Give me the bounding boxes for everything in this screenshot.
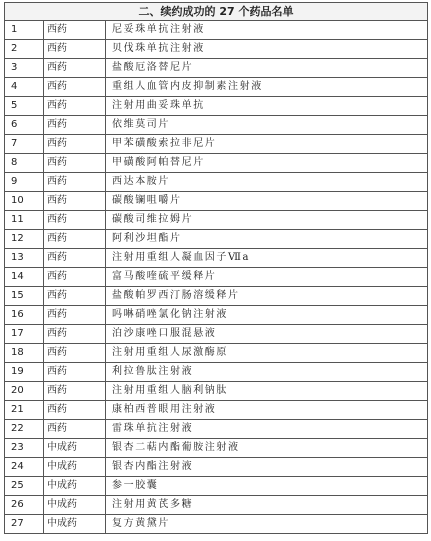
drug-name: 雷珠单抗注射液 [106,420,428,439]
drug-category: 西药 [44,325,106,344]
drug-name: 注射用重组人凝血因子Ⅶa [106,249,428,268]
drug-name: 依维莫司片 [106,116,428,135]
row-number: 25 [5,477,44,496]
table-row [5,78,428,97]
drug-name: 复方黄黛片 [106,515,428,534]
drug-category: 中成药 [44,515,106,534]
drug-name: 甲苯磺酸索拉非尼片 [106,135,428,154]
table-row [5,477,428,496]
table-row [5,192,428,211]
row-number: 19 [5,363,44,382]
table-row [5,154,428,173]
table-row [5,21,428,40]
row-number: 20 [5,382,44,401]
row-number: 27 [5,515,44,534]
drug-category: 西药 [44,363,106,382]
drug-category: 西药 [44,154,106,173]
drug-name: 注射用重组人尿激酶原 [106,344,428,363]
drug-category: 西药 [44,249,106,268]
row-number: 11 [5,211,44,230]
row-number: 14 [5,268,44,287]
table-row [5,249,428,268]
drug-category: 西药 [44,97,106,116]
table-row [5,401,428,420]
drug-name: 盐酸帕罗西汀肠溶缓释片 [106,287,428,306]
row-number: 8 [5,154,44,173]
drug-name: 西达本胺片 [106,173,428,192]
drug-category: 西药 [44,40,106,59]
drug-category: 西药 [44,173,106,192]
table-row [5,306,428,325]
table-row [5,268,428,287]
drug-category: 西药 [44,230,106,249]
table-row [5,59,428,78]
row-number: 3 [5,59,44,78]
table-row [5,40,428,59]
drug-name: 尼妥珠单抗注射液 [106,21,428,40]
drug-name: 参一胶囊 [106,477,428,496]
row-number: 24 [5,458,44,477]
row-number: 21 [5,401,44,420]
table-row [5,420,428,439]
drug-category: 中成药 [44,458,106,477]
row-number: 1 [5,21,44,40]
table-row [5,515,428,534]
drug-name: 泊沙康唑口服混悬液 [106,325,428,344]
table-row [5,325,428,344]
drug-category: 西药 [44,21,106,40]
drug-category: 西药 [44,116,106,135]
row-number: 18 [5,344,44,363]
drug-name: 甲磺酸阿帕替尼片 [106,154,428,173]
row-number: 23 [5,439,44,458]
row-number: 17 [5,325,44,344]
drug-name: 碳酸司维拉姆片 [106,211,428,230]
row-number: 9 [5,173,44,192]
table-row [5,135,428,154]
table-row [5,287,428,306]
drug-name: 重组人血管内皮抑制素注射液 [106,78,428,97]
drug-category: 西药 [44,78,106,97]
drug-name: 银杏内酯注射液 [106,458,428,477]
row-number: 26 [5,496,44,515]
table-body [5,21,428,534]
drug-name: 利拉鲁肽注射液 [106,363,428,382]
row-number: 4 [5,78,44,97]
row-number: 12 [5,230,44,249]
table-row [5,458,428,477]
drug-name: 吗啉硝唑氯化钠注射液 [106,306,428,325]
table-title: 二、续约成功的 27 个药品名单 [5,3,428,21]
table-row [5,211,428,230]
drug-name: 注射用曲妥珠单抗 [106,97,428,116]
row-number: 5 [5,97,44,116]
drug-category: 西药 [44,401,106,420]
drug-name: 注射用黄芪多糖 [106,496,428,515]
drug-name: 盐酸厄洛替尼片 [106,59,428,78]
row-number: 13 [5,249,44,268]
drug-category: 西药 [44,306,106,325]
row-number: 16 [5,306,44,325]
drug-name: 银杏二萜内酯葡胺注射液 [106,439,428,458]
drug-category: 西药 [44,420,106,439]
drug-name: 阿利沙坦酯片 [106,230,428,249]
drug-name: 康柏西普眼用注射液 [106,401,428,420]
drug-name: 碳酸镧咀嚼片 [106,192,428,211]
drug-category: 西药 [44,382,106,401]
row-number: 6 [5,116,44,135]
table-row [5,116,428,135]
row-number: 7 [5,135,44,154]
table-row [5,230,428,249]
table-row [5,382,428,401]
table-row [5,439,428,458]
table-row [5,344,428,363]
drug-category: 西药 [44,344,106,363]
drug-list-table [4,2,428,534]
drug-category: 西药 [44,211,106,230]
row-number: 2 [5,40,44,59]
drug-category: 中成药 [44,439,106,458]
table-title-row [5,3,428,21]
table-row [5,173,428,192]
drug-list-document [4,2,427,534]
table-row [5,97,428,116]
drug-category: 西药 [44,135,106,154]
drug-name: 贝伐珠单抗注射液 [106,40,428,59]
drug-category: 中成药 [44,496,106,515]
table-row [5,363,428,382]
drug-category: 西药 [44,287,106,306]
drug-category: 西药 [44,59,106,78]
drug-name: 注射用重组人脑利钠肽 [106,382,428,401]
table-row [5,496,428,515]
drug-category: 西药 [44,268,106,287]
row-number: 22 [5,420,44,439]
row-number: 15 [5,287,44,306]
drug-name: 富马酸喹硫平缓释片 [106,268,428,287]
drug-category: 西药 [44,192,106,211]
row-number: 10 [5,192,44,211]
drug-category: 中成药 [44,477,106,496]
